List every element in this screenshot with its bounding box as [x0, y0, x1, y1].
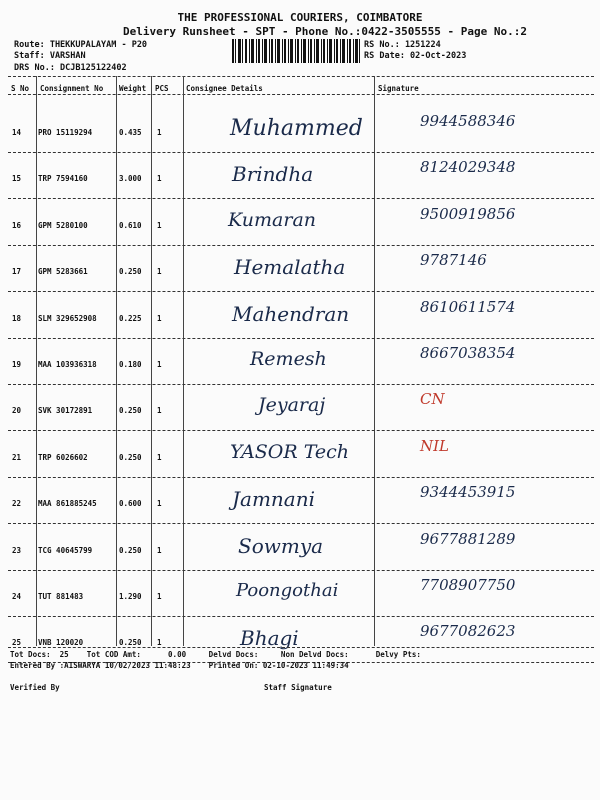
row-weight: 0.250: [119, 406, 142, 415]
row-consignee-handwriting: Muhammed: [230, 116, 363, 141]
row-signature-handwriting: 9677082623: [420, 622, 516, 640]
row-sno: 23: [12, 546, 22, 555]
row-sno: 21: [12, 453, 22, 462]
row-consignment-no: MAA 103936318: [38, 360, 97, 369]
row-sno: 24: [12, 592, 22, 601]
col-pcs: PCS: [155, 84, 169, 93]
row-consignee-handwriting: Jamnani: [232, 487, 315, 511]
row-pcs: 1: [157, 314, 162, 323]
row-consignee-handwriting: Bhagi: [240, 626, 299, 650]
staff-signature-label: Staff Signature: [264, 683, 332, 692]
row-sno: 20: [12, 406, 22, 415]
row-signature-handwriting: 9500919856: [420, 205, 516, 223]
row-pcs: 1: [157, 267, 162, 276]
row-consignment-no: TRP 7594160: [38, 174, 88, 183]
row-sno: 16: [12, 221, 22, 230]
row-consignee-handwriting: Mahendran: [232, 302, 350, 326]
runsheet-title: Delivery Runsheet - SPT - Phone No.:0422-3505555 - Page No.:2: [123, 25, 527, 38]
row-pcs: 1: [157, 360, 162, 369]
column-divider: [183, 76, 184, 646]
column-divider: [374, 76, 375, 646]
row-signature-handwriting: 7708907750: [420, 576, 516, 594]
column-divider: [116, 76, 117, 646]
row-separator: [8, 152, 594, 153]
row-weight: 0.435: [119, 128, 142, 137]
row-weight: 0.225: [119, 314, 142, 323]
col-weight: Weight: [119, 84, 147, 93]
col-consignment: Consignment No: [40, 84, 104, 93]
row-separator: [8, 291, 594, 292]
col-consignee-details: Consignee Details: [186, 84, 263, 93]
row-consignee-handwriting: Remesh: [250, 348, 327, 370]
row-consignment-no: TRP 6026602: [38, 453, 88, 462]
row-sno: 19: [12, 360, 22, 369]
row-weight: 0.600: [119, 499, 142, 508]
header-rule-top: [8, 76, 594, 77]
row-separator: [8, 430, 594, 431]
row-sno: 15: [12, 174, 22, 183]
row-pcs: 1: [157, 453, 162, 462]
barcode-image: [232, 39, 360, 63]
rs-number: RS No.: 1251224: [364, 40, 441, 50]
row-consignment-no: MAA 861885245: [38, 499, 97, 508]
row-weight: 0.250: [119, 267, 142, 276]
company-title: THE PROFESSIONAL COURIERS, COIMBATORE: [177, 11, 423, 24]
entered-printed-line: Entered By :AISWARYA 10/02/2023 11:48:23 Printed On: 02-10-2023 11:49:34: [10, 661, 349, 670]
row-consignee-handwriting: Brindha: [232, 162, 314, 186]
drs-number: DRS No.: DCJB125122402: [14, 63, 127, 73]
row-signature-handwriting: 9344453915: [420, 483, 516, 501]
row-separator: [8, 384, 594, 385]
row-signature-handwriting: NIL: [420, 437, 450, 455]
route-label: Route: THEKKUPALAYAM - P20: [14, 40, 148, 50]
row-consignment-no: GPM 5283661: [38, 267, 88, 276]
row-consignee-handwriting: Kumaran: [228, 209, 317, 231]
row-pcs: 1: [157, 638, 162, 647]
row-signature-handwriting: 9677881289: [420, 530, 516, 548]
row-consignment-no: TCG 40645799: [38, 546, 93, 555]
row-consignee-handwriting: Hemalatha: [234, 255, 346, 279]
row-signature-handwriting: 8667038354: [420, 344, 516, 362]
row-signature-handwriting: 9944588346: [420, 112, 516, 130]
column-divider: [36, 76, 37, 646]
row-sno: 25: [12, 638, 22, 647]
row-weight: 0.180: [119, 360, 142, 369]
verified-by-label: Verified By: [10, 683, 60, 692]
row-pcs: 1: [157, 499, 162, 508]
row-weight: 0.610: [119, 221, 142, 230]
rs-date: RS Date: 02-Oct-2023: [364, 51, 467, 61]
row-separator: [8, 523, 594, 524]
row-separator: [8, 338, 594, 339]
row-signature-handwriting: 8610611574: [420, 298, 516, 316]
row-sno: 17: [12, 267, 22, 276]
col-sno: S No: [11, 84, 30, 93]
row-consignment-no: VNB 120020: [38, 638, 84, 647]
row-separator: [8, 477, 594, 478]
row-consignee-handwriting: YASOR Tech: [230, 441, 350, 463]
row-consignee-handwriting: Sowmya: [238, 534, 324, 558]
row-consignment-no: GPM 5280100: [38, 221, 88, 230]
row-consignee-handwriting: Poongothai: [236, 580, 339, 601]
row-pcs: 1: [157, 221, 162, 230]
row-pcs: 1: [157, 592, 162, 601]
row-sno: 18: [12, 314, 22, 323]
row-signature-handwriting: CN: [420, 390, 445, 408]
totals-line: Tot Docs: 25 Tot COD Amt: 0.00 Delvd Docs: Non Delvd Docs: Delvy Pts:: [10, 650, 421, 659]
footer-rule: [8, 647, 594, 648]
staff-label: Staff: VARSHAN: [14, 51, 86, 61]
row-consignment-no: SVK 30172891: [38, 406, 93, 415]
row-weight: 0.250: [119, 453, 142, 462]
row-pcs: 1: [157, 546, 162, 555]
header-rule-bottom: [8, 94, 594, 95]
row-weight: 0.250: [119, 546, 142, 555]
row-weight: 1.290: [119, 592, 142, 601]
row-separator: [8, 570, 594, 571]
row-pcs: 1: [157, 128, 162, 137]
column-divider: [151, 76, 152, 646]
col-signature: Signature: [378, 84, 419, 93]
row-weight: 3.000: [119, 174, 142, 183]
row-consignment-no: PRO 15119294: [38, 128, 93, 137]
row-weight: 0.250: [119, 638, 142, 647]
row-separator: [8, 245, 594, 246]
row-consignment-no: SLM 329652908: [38, 314, 97, 323]
row-pcs: 1: [157, 406, 162, 415]
row-separator: [8, 616, 594, 617]
row-consignee-handwriting: Jeyaraj: [258, 394, 326, 416]
row-signature-handwriting: 9787146: [420, 251, 487, 269]
row-consignment-no: TUT 881483: [38, 592, 84, 601]
row-sno: 22: [12, 499, 22, 508]
row-signature-handwriting: 8124029348: [420, 158, 516, 176]
row-separator: [8, 198, 594, 199]
row-pcs: 1: [157, 174, 162, 183]
row-sno: 14: [12, 128, 22, 137]
